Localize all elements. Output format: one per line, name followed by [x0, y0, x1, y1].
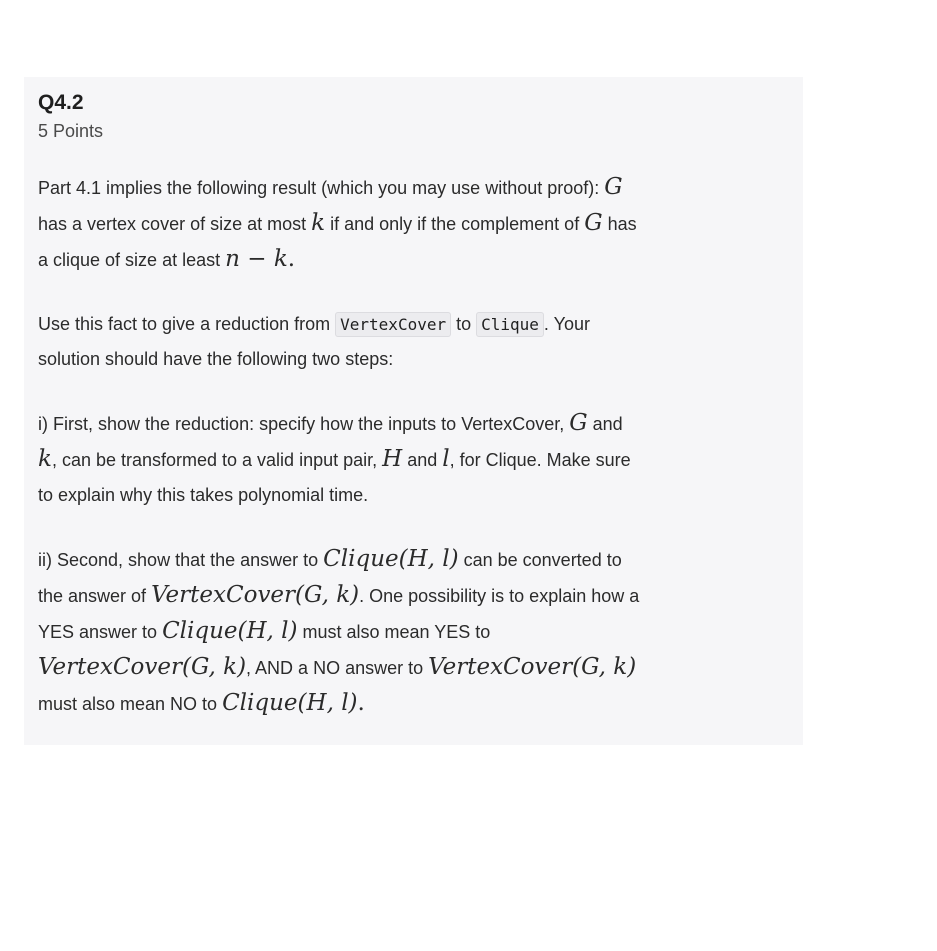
question-panel: [24, 77, 803, 745]
math-h: H: [382, 446, 403, 472]
code-clique: Clique: [476, 312, 544, 337]
paragraph-line: [38, 614, 789, 650]
text-span: , can be transformed to a valid input pair,: [51, 450, 383, 470]
paragraph-line: solution should have the following two steps:: [38, 349, 394, 369]
math-clique: Clique: [323, 546, 399, 572]
math-g: G: [584, 210, 603, 236]
math-vertexcover: VertexCover: [428, 654, 573, 680]
math-args: (H, l): [398, 546, 459, 572]
question-title: Q4.2: [38, 91, 84, 114]
math-k: k: [273, 246, 288, 272]
text-span: and: [587, 414, 623, 434]
math-args: (H, l): [237, 618, 298, 644]
text-span: Part 4.1 implies the following result (which you may use without proof):: [38, 178, 605, 198]
paragraph-line: [38, 307, 789, 342]
math-args: (G, k): [181, 654, 247, 680]
code-vertexcover: VertexCover: [335, 312, 451, 337]
math-clique: Clique: [222, 690, 298, 716]
paragraph-line: to explain why this takes polynomial time.: [38, 485, 369, 505]
text-span: has: [602, 214, 637, 234]
text-span: has a vertex cover of size at most: [38, 214, 312, 234]
text-span: can be converted to: [458, 550, 622, 570]
paragraph-line: [38, 170, 789, 206]
math-args: (H, l): [297, 690, 358, 716]
text-span: , for Clique. Make sure: [449, 450, 631, 470]
math-k: k: [311, 210, 326, 236]
question-points: 5 Points: [38, 121, 104, 141]
paragraph-line: [38, 206, 789, 242]
paragraph-step-two: [38, 542, 789, 722]
text-span: YES answer to: [38, 622, 163, 642]
text-span: a clique of size at least: [38, 250, 226, 270]
math-g: G: [569, 410, 588, 436]
text-span: must also mean YES to: [297, 622, 491, 642]
math-period: .: [357, 690, 365, 716]
paragraph-line: [38, 650, 789, 686]
paragraph-result: [38, 170, 789, 278]
math-args: (G, k): [572, 654, 637, 680]
math-vertexcover: VertexCover: [38, 654, 182, 680]
paragraph-step-one: [38, 406, 789, 513]
text-span: and: [402, 450, 443, 470]
math-vertexcover: VertexCover: [151, 582, 296, 608]
math-args: (G, k): [295, 582, 360, 608]
math-clique: Clique: [162, 618, 238, 644]
text-span: . Your: [543, 314, 590, 334]
text-span: Use this fact to give a reduction from: [38, 314, 336, 334]
paragraph-line: [38, 542, 789, 578]
math-minus: −: [239, 246, 274, 272]
paragraph-line: [38, 406, 789, 442]
math-k: k: [38, 446, 52, 472]
math-g: G: [604, 174, 623, 200]
text-span: to: [451, 314, 477, 334]
math-l: l: [442, 446, 450, 472]
paragraph-line: [38, 242, 789, 278]
text-span: if and only if the complement of: [325, 214, 585, 234]
text-span: ii) Second, show that the answer to: [38, 550, 324, 570]
paragraph-line: [38, 578, 789, 614]
text-span: the answer of: [38, 586, 152, 606]
paragraph-line: [38, 686, 789, 722]
text-span: must also mean NO to: [38, 694, 223, 714]
text-span: i) First, show the reduction: specify how the inputs to VertexCover,: [38, 414, 570, 434]
paragraph-line: [38, 442, 789, 478]
paragraph-instruction: [38, 307, 789, 377]
text-span: , AND a NO answer to: [246, 658, 429, 678]
math-period: .: [287, 246, 296, 272]
text-span: . One possibility is to explain how a: [359, 586, 640, 606]
math-n: n: [225, 246, 240, 272]
